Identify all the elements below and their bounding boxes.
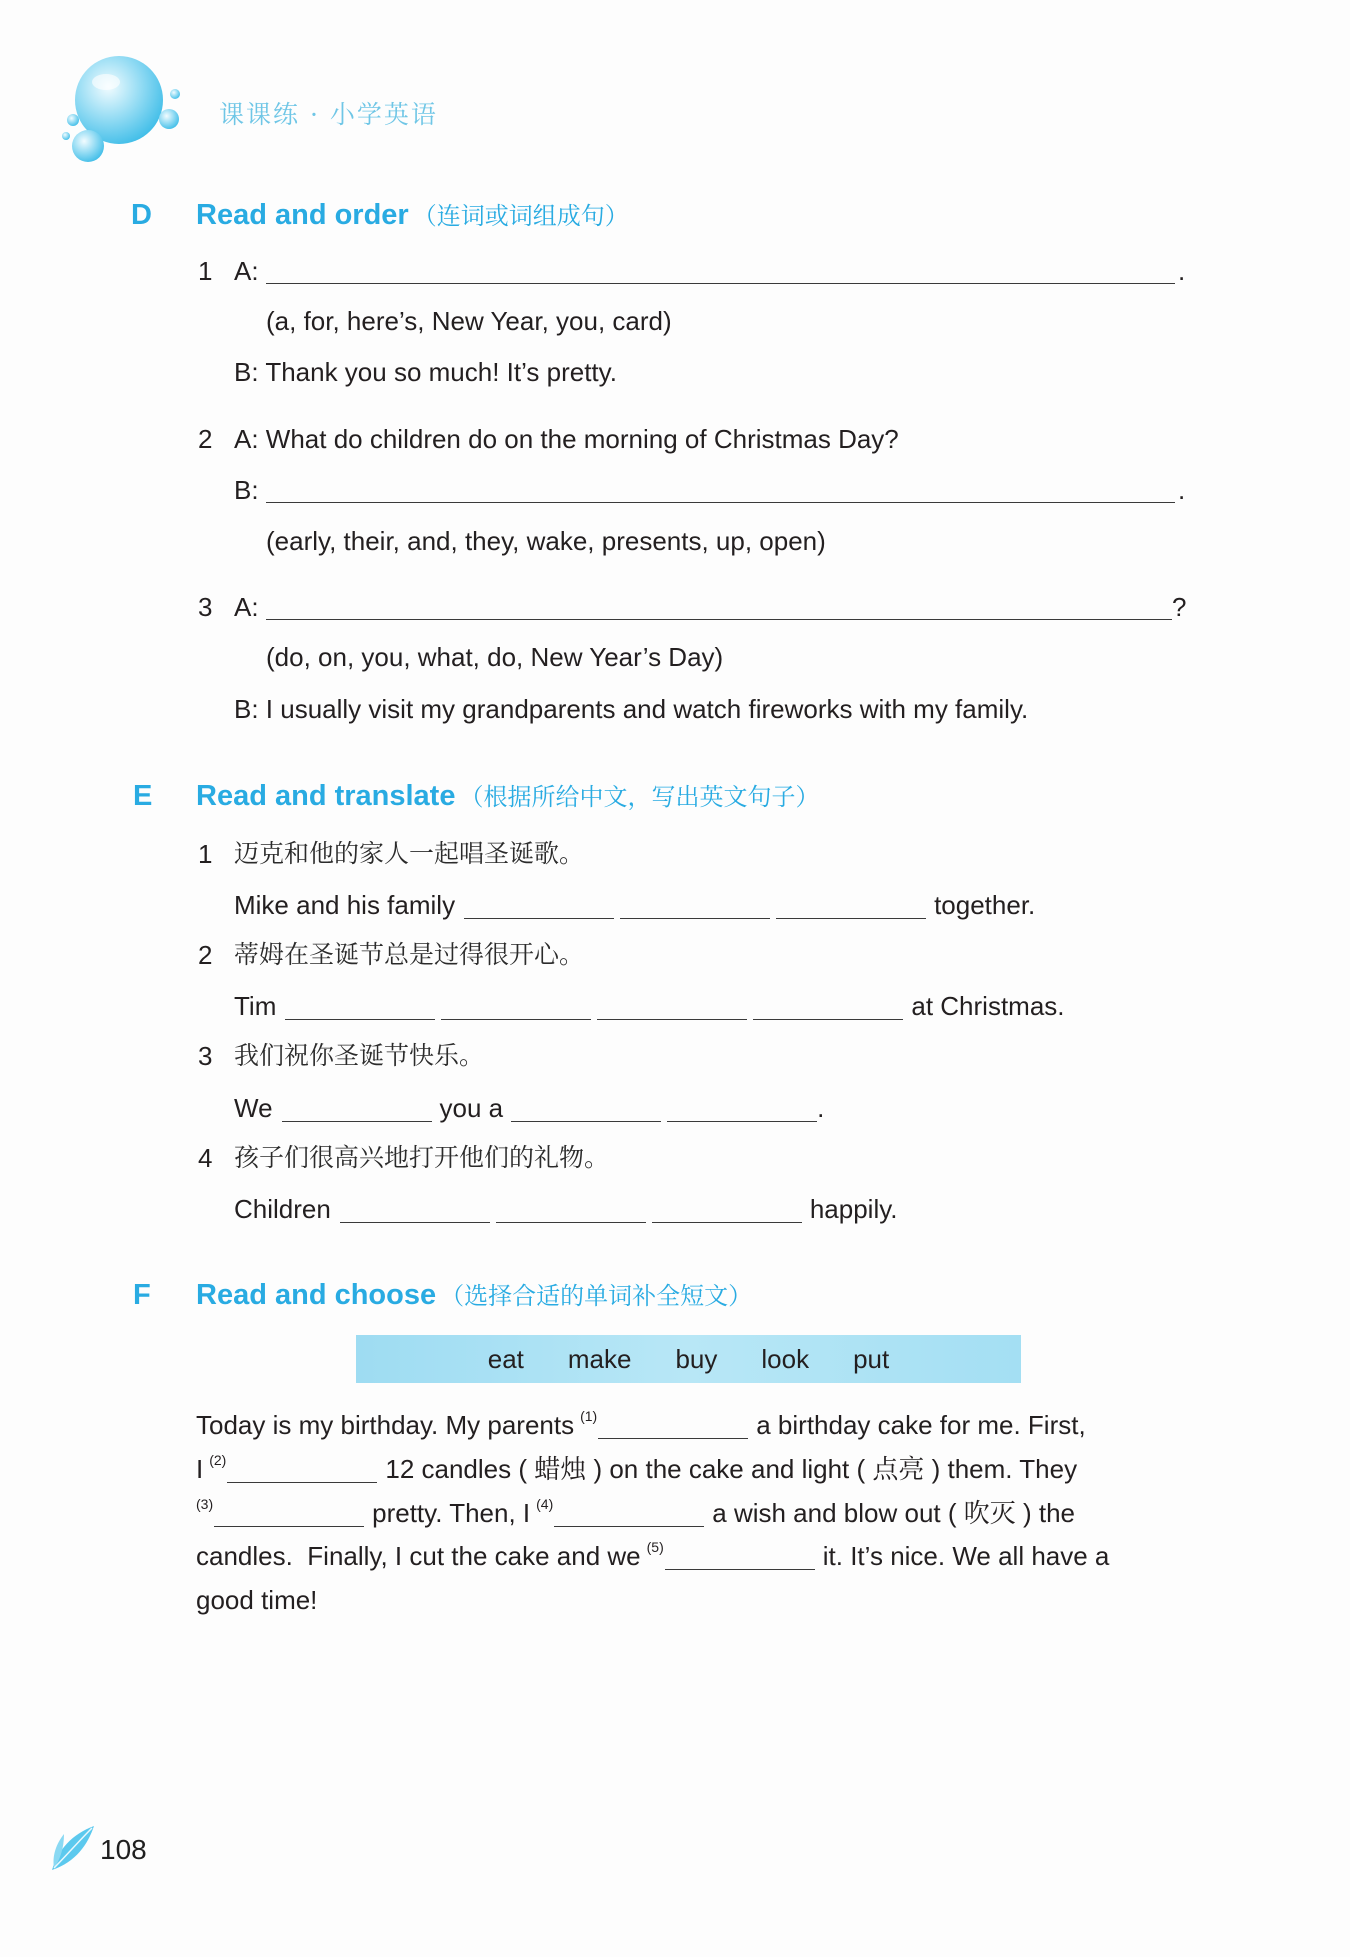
passage-blank-5 (665, 1547, 815, 1570)
section-f-title: Read and choose (196, 1279, 437, 1311)
e-q3-chinese: 我们祝你圣诞节快乐。 (234, 1041, 485, 1070)
passage-line-5: good time! (196, 1585, 318, 1615)
e-q4-blank-2 (496, 1200, 646, 1223)
d-q1-end-mark: . (1178, 256, 1186, 286)
d-q2-answer-blank (266, 474, 1175, 503)
section-d-heading (196, 199, 629, 232)
passage-blank-4 (554, 1504, 704, 1527)
passage-blank-3 (214, 1504, 364, 1527)
e-q4-blank-1 (340, 1200, 490, 1223)
passage-line-3 (196, 1497, 1075, 1529)
e-q1-english (234, 889, 1035, 921)
d-q1-answer-blank (266, 255, 1175, 284)
e-q3-blank-1 (282, 1099, 432, 1122)
section-f-letter: F (133, 1279, 151, 1311)
e-q1-start: Mike and his family (234, 890, 456, 920)
section-f-instruction: （选择合适的单词补全短文） (440, 1282, 753, 1310)
passage-line-1 (196, 1409, 1086, 1441)
passage-blank-1 (598, 1416, 748, 1439)
section-d-letter: D (131, 199, 152, 231)
e-q4-end: happily. (809, 1194, 898, 1224)
e-q2-blank-2 (441, 997, 591, 1020)
d-q3-b-line: B: I usually visit my grandparents and watch fireworks with my family. (234, 694, 1029, 724)
section-d-title: Read and order (196, 199, 409, 231)
e-q2-end: at Christmas. (911, 991, 1065, 1021)
bubbles-decoration-icon (58, 50, 198, 170)
passage-text: a wish and blow out ( 吹灭 ) the (712, 1498, 1075, 1528)
e-q2-chinese: 蒂姆在圣诞节总是过得很开心。 (234, 940, 585, 969)
e-q2-blank-4 (753, 997, 903, 1020)
passage-text: it. It’s nice. We all have a (822, 1541, 1110, 1571)
d-q2-number: 2 (198, 424, 213, 454)
e-q4-number: 4 (198, 1143, 213, 1173)
d-q1-a-label: A: (234, 256, 259, 286)
passage-blank-2 (227, 1460, 377, 1483)
e-q3-middle: you a (439, 1093, 504, 1123)
word-bank-word: eat (487, 1343, 524, 1374)
e-q3-number: 3 (198, 1041, 213, 1071)
section-e-heading (196, 780, 819, 813)
d-q2-word-hints: (early, their, and, they, wake, presents, up, open) (266, 526, 826, 556)
passage-text: 12 candles ( 蜡烛 ) on the cake and light ( 点亮 ) them. They (385, 1454, 1078, 1484)
page-number: 108 (100, 1834, 147, 1865)
e-q3-blank-3 (667, 1099, 817, 1122)
e-q3-end: . (817, 1093, 825, 1123)
passage-text: I (196, 1454, 204, 1484)
e-q2-blank-1 (285, 997, 435, 1020)
e-q2-english (234, 990, 1065, 1022)
d-q3-answer-blank (266, 591, 1172, 620)
blank-number-3: (3) (196, 1496, 214, 1512)
blank-number-1: (1) (580, 1408, 598, 1424)
passage-line-2 (196, 1453, 1077, 1485)
e-q4-start: Children (234, 1194, 331, 1224)
section-d-instruction: （连词或词组成句） (412, 202, 629, 230)
d-q1-word-hints: (a, for, here’s, New Year, you, card) (266, 306, 672, 336)
passage-text: a birthday cake for me. First, (756, 1410, 1086, 1440)
passage-line-4 (196, 1540, 1109, 1572)
e-q3-english (234, 1092, 824, 1124)
d-q1-b-line: B: Thank you so much! It’s pretty. (234, 357, 617, 387)
e-q1-chinese: 迈克和他的家人一起唱圣诞歌。 (234, 839, 585, 868)
blank-number-4: (4) (536, 1496, 554, 1512)
e-q1-end: together. (934, 890, 1036, 920)
blank-number-2: (2) (209, 1452, 227, 1468)
e-q2-start: Tim (234, 991, 277, 1021)
word-bank-word: buy (675, 1343, 718, 1374)
word-bank-word: look (761, 1343, 810, 1374)
d-q2-end-mark: . (1178, 475, 1186, 505)
d-q3-word-hints: (do, on, you, what, do, New Year’s Day) (266, 642, 724, 672)
e-q4-blank-3 (652, 1200, 802, 1223)
word-bank-word: put (853, 1343, 890, 1374)
passage-text: candles. Finally, I cut the cake and we (196, 1541, 641, 1571)
section-e-title: Read and translate (196, 780, 456, 812)
passage-text: Today is my birthday. My parents (196, 1410, 575, 1440)
section-f-heading (196, 1279, 752, 1312)
e-q1-number: 1 (198, 839, 213, 869)
leaf-icon (48, 1822, 100, 1874)
d-q3-a-label: A: (234, 592, 259, 622)
word-bank-word: make (567, 1343, 632, 1374)
d-q1-number: 1 (198, 256, 213, 286)
e-q4-chinese: 孩子们很高兴地打开他们的礼物。 (234, 1143, 610, 1172)
e-q1-blank-2 (620, 896, 770, 919)
word-bank (356, 1335, 1021, 1383)
e-q4-english (234, 1193, 898, 1225)
e-q2-blank-3 (597, 997, 747, 1020)
e-q1-blank-3 (776, 896, 926, 919)
d-q3-end-mark: ? (1172, 592, 1187, 622)
d-q2-a-line: A: What do children do on the morning of Christmas Day? (234, 424, 899, 454)
e-q3-blank-2 (511, 1099, 661, 1122)
section-e-instruction: （根据所给中文，写出英文句子） (459, 783, 820, 811)
d-q2-b-label: B: (234, 475, 259, 505)
header-title: 课课练 · 小学英语 (219, 100, 438, 129)
blank-number-5: (5) (646, 1539, 664, 1555)
e-q3-start: We (234, 1093, 273, 1123)
e-q1-blank-1 (464, 896, 614, 919)
d-q3-number: 3 (198, 592, 213, 622)
section-e-letter: E (133, 780, 153, 812)
e-q2-number: 2 (198, 940, 213, 970)
passage-text: pretty. Then, I (372, 1498, 531, 1528)
